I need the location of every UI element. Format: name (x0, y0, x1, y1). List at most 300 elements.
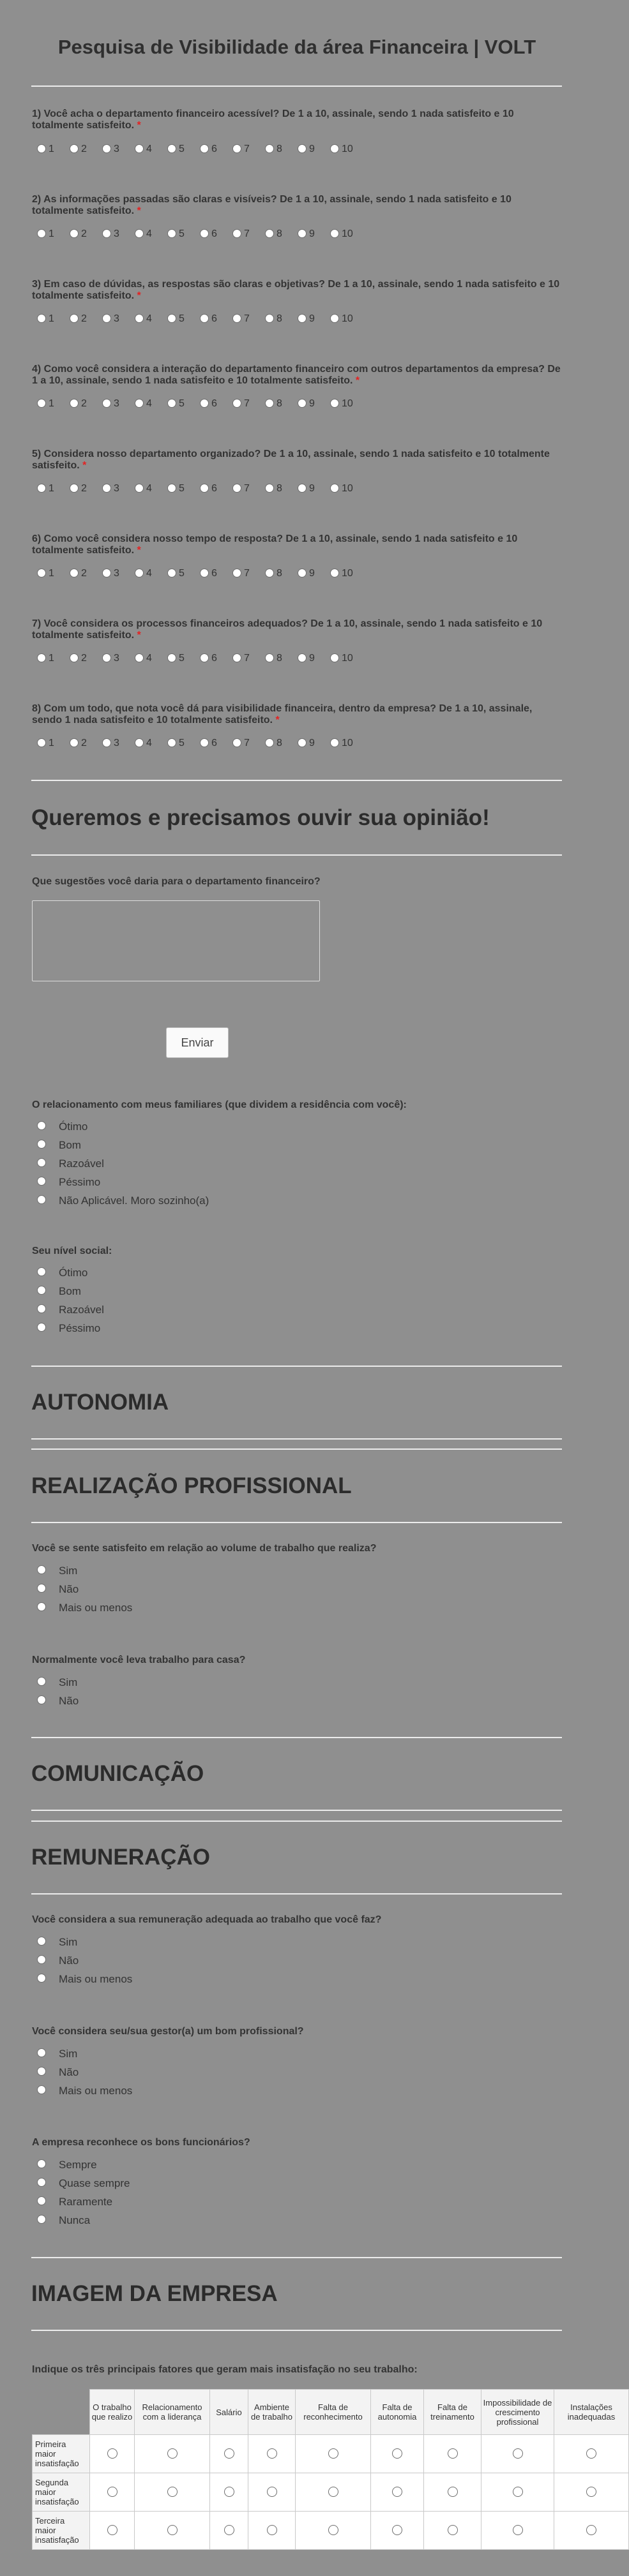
rating-label: 7 (244, 738, 250, 748)
required-asterisk: * (137, 205, 141, 216)
matrix-radio-button[interactable] (448, 2487, 458, 2497)
radio-button[interactable] (135, 314, 144, 323)
rating-label: 6 (211, 228, 217, 239)
radio-button[interactable] (200, 653, 209, 662)
matrix-radio-button[interactable] (328, 2487, 338, 2497)
question-text: 7) Você considera os processos financeiros adequados? De 1 a 10, assinale, sendo 1 nada satisfeito e 10 totalmente satisfeito. (32, 618, 543, 641)
radio-button[interactable] (135, 229, 144, 238)
radio-label: Mais ou menos (59, 2085, 133, 2097)
radio-button[interactable] (265, 569, 274, 577)
matrix-cell (481, 2512, 554, 2550)
matrix-radio-button[interactable] (513, 2487, 523, 2497)
radio-button[interactable] (167, 653, 176, 662)
rating-label: 7 (244, 144, 250, 154)
radio-button[interactable] (70, 229, 79, 238)
rating-label: 8 (277, 653, 282, 664)
radio-button[interactable] (37, 1974, 46, 1983)
section-comunicacao: COMUNICAÇÃO (31, 1761, 204, 1786)
radio-button[interactable] (330, 314, 339, 323)
question-text: 5) Considera nosso departamento organizado? De 1 a 10, assinale, sendo 1 nada satisfeito e 10 totalmente satisfeito. (32, 449, 550, 471)
rating-label: 4 (146, 398, 152, 409)
matrix-column-header: O trabalho que realizo (90, 2390, 135, 2435)
divider (31, 1810, 562, 1811)
rating-label: 5 (179, 228, 185, 239)
radio-button[interactable] (330, 229, 339, 238)
radio-button[interactable] (70, 569, 79, 577)
matrix-row (33, 2512, 629, 2550)
manager-question: Você considera seu/sua gestor(a) um bom profissional? (32, 2026, 304, 2037)
radio-button[interactable] (37, 1177, 46, 1186)
radio-button[interactable] (70, 653, 79, 662)
rating-label: 2 (81, 313, 87, 324)
question-text: 4) Como você considera a interação do departamento financeiro com outros departamentos da empresa? De 1 a 10, assinale, sendo 1 nada satisfeito e 10 totalmente satisfeito. (32, 364, 561, 386)
matrix-cell (248, 2512, 296, 2550)
radio-label: Ótimo (59, 1267, 88, 1279)
section-realizacao-profissional: REALIZAÇÃO PROFISSIONAL (31, 1473, 352, 1498)
required-asterisk: * (137, 545, 141, 556)
radio-button[interactable] (298, 229, 307, 238)
family-question: O relacionamento com meus familiares (que dividem a residência com você): (32, 1099, 407, 1110)
matrix-radio-button[interactable] (107, 2525, 117, 2535)
radio-button[interactable] (37, 1267, 46, 1276)
radio-button[interactable] (232, 569, 241, 577)
matrix-radio-button[interactable] (448, 2525, 458, 2535)
rating-label: 7 (244, 483, 250, 494)
radio-button[interactable] (167, 229, 176, 238)
radio-button[interactable] (70, 144, 79, 153)
radio-label: Nunca (59, 2214, 91, 2226)
homework-question: Normalmente você leva trabalho para casa? (32, 1655, 246, 1665)
radio-button[interactable] (37, 314, 46, 323)
radio-button[interactable] (135, 144, 144, 153)
rating-label: 2 (81, 483, 87, 494)
matrix-radio-button[interactable] (328, 2525, 338, 2535)
matrix-radio-button[interactable] (392, 2525, 402, 2535)
dissatisfaction-matrix (32, 2389, 616, 2556)
radio-label: Quase sempre (59, 2177, 130, 2189)
rating-label: 2 (81, 568, 87, 579)
radio-button[interactable] (200, 738, 209, 747)
radio-label: Péssimo (59, 1322, 101, 1334)
radio-label: Péssimo (59, 1176, 101, 1188)
matrix-radio-button[interactable] (448, 2448, 458, 2459)
radio-button[interactable] (330, 399, 339, 408)
rating-label: 6 (211, 483, 217, 494)
matrix-cell (481, 2473, 554, 2512)
matrix-cell (371, 2473, 424, 2512)
rating-label: 7 (244, 398, 250, 409)
radio-button[interactable] (37, 229, 46, 238)
radio-button[interactable] (330, 653, 339, 662)
rating-label: 2 (81, 653, 87, 664)
radio-button[interactable] (200, 569, 209, 577)
radio-label: Sim (59, 1676, 78, 1688)
matrix-cell (424, 2473, 481, 2512)
radio-button[interactable] (37, 1695, 46, 1704)
radio-button[interactable] (135, 738, 144, 747)
radio-button[interactable] (265, 653, 274, 662)
radio-button[interactable] (167, 144, 176, 153)
rating-label: 7 (244, 228, 250, 239)
rating-label: 8 (277, 144, 282, 154)
divider (31, 1448, 562, 1450)
radio-button[interactable] (37, 2067, 46, 2076)
radio-button[interactable] (37, 738, 46, 747)
radio-label: Não (59, 1695, 79, 1707)
radio-button[interactable] (37, 2159, 46, 2168)
matrix-cell (371, 2512, 424, 2550)
matrix-column-header: Instalações inadequadas (554, 2390, 629, 2435)
rating-label: 10 (342, 483, 353, 494)
radio-button[interactable] (37, 1286, 46, 1295)
rating-label: 6 (211, 313, 217, 324)
radio-button[interactable] (70, 399, 79, 408)
question-text: 1) Você acha o departamento financeiro acessível? De 1 a 10, assinale, sendo 1 nada satisfeito e 10 totalmente satisfeito. (32, 108, 514, 131)
rating-label: 3 (114, 228, 119, 239)
recognition-question: A empresa reconhece os bons funcionários? (32, 2137, 250, 2148)
radio-button[interactable] (298, 653, 307, 662)
matrix-radio-button[interactable] (267, 2487, 277, 2497)
radio-button[interactable] (37, 1565, 46, 1574)
radio-button[interactable] (298, 399, 307, 408)
rating-label: 8 (277, 738, 282, 748)
matrix-radio-button[interactable] (267, 2448, 277, 2459)
matrix-radio-button[interactable] (513, 2525, 523, 2535)
radio-button[interactable] (167, 484, 176, 493)
matrix-column-header: Relacionamento com a liderança (135, 2390, 210, 2435)
matrix-row-header: Primeira maior insatisfação (33, 2435, 90, 2473)
matrix-cell (210, 2512, 248, 2550)
rating-label: 1 (49, 483, 54, 494)
matrix-radio-button[interactable] (267, 2525, 277, 2535)
matrix-row (33, 2473, 629, 2512)
radio-button[interactable] (200, 484, 209, 493)
radio-button[interactable] (37, 399, 46, 408)
required-asterisk: * (275, 715, 280, 726)
radio-button[interactable] (265, 314, 274, 323)
radio-button[interactable] (232, 314, 241, 323)
rating-label: 9 (309, 313, 315, 324)
workload-question: Você se sente satisfeito em relação ao volume de trabalho que realiza? (32, 1543, 377, 1554)
radio-button[interactable] (200, 314, 209, 323)
radio-button[interactable] (102, 653, 111, 662)
rating-label: 10 (342, 313, 353, 324)
matrix-corner (33, 2390, 90, 2435)
rating-question-7 (32, 618, 562, 641)
matrix-radio-button[interactable] (392, 2487, 402, 2497)
rating-question-5 (32, 449, 562, 472)
rating-label: 9 (309, 144, 315, 154)
rating-label: 5 (179, 483, 185, 494)
radio-button[interactable] (102, 144, 111, 153)
radio-button[interactable] (37, 653, 46, 662)
radio-button[interactable] (167, 569, 176, 577)
radio-label: Sim (59, 2048, 78, 2060)
divider (31, 1522, 562, 1523)
question-text: 2) As informações passadas são claras e visíveis? De 1 a 10, assinale, sendo 1 nada satisfeito e 10 totalmente satisfeito. (32, 194, 512, 216)
radio-button[interactable] (232, 399, 241, 408)
radio-button[interactable] (330, 484, 339, 493)
radio-button[interactable] (37, 1677, 46, 1686)
radio-button[interactable] (167, 738, 176, 747)
radio-button[interactable] (70, 738, 79, 747)
rating-question-2 (32, 194, 562, 217)
matrix-cell (554, 2435, 629, 2473)
matrix-cell (210, 2473, 248, 2512)
rating-label: 5 (179, 313, 185, 324)
radio-button[interactable] (102, 738, 111, 747)
radio-button[interactable] (37, 569, 46, 577)
question-text: 8) Com um todo, que nota você dá para visibilidade financeira, dentro da empresa? De 1 a 10, assinale, sendo 1 nada satisfeito e 10 totalmente satisfeito. (32, 703, 533, 726)
rating-label: 4 (146, 228, 152, 239)
radio-button[interactable] (232, 738, 241, 747)
radio-button[interactable] (37, 1121, 46, 1130)
divider (31, 1820, 562, 1822)
rating-label: 7 (244, 568, 250, 579)
matrix-radio-button[interactable] (513, 2448, 523, 2459)
radio-label: Mais ou menos (59, 1602, 133, 1614)
matrix-row (33, 2435, 629, 2473)
rating-label: 1 (49, 738, 54, 748)
rating-label: 2 (81, 398, 87, 409)
matrix-cell (135, 2512, 210, 2550)
radio-button[interactable] (298, 569, 307, 577)
radio-button[interactable] (330, 738, 339, 747)
divider (31, 1438, 562, 1440)
rating-label: 3 (114, 144, 119, 154)
matrix-radio-button[interactable] (167, 2487, 178, 2497)
question-text: 6) Como você considera nosso tempo de resposta? De 1 a 10, assinale, sendo 1 nada satisfeito e 10 totalmente satisfeito. (32, 533, 518, 556)
rating-label: 4 (146, 313, 152, 324)
rating-label: 8 (277, 228, 282, 239)
rating-label: 10 (342, 228, 353, 239)
radio-button[interactable] (37, 2215, 46, 2224)
matrix-cell (296, 2435, 371, 2473)
radio-button[interactable] (232, 484, 241, 493)
rating-label: 6 (211, 144, 217, 154)
rating-question-4 (32, 364, 562, 387)
radio-label: Bom (59, 1285, 81, 1297)
radio-button[interactable] (37, 1304, 46, 1313)
rating-label: 1 (49, 653, 54, 664)
radio-button[interactable] (265, 484, 274, 493)
matrix-radio-button[interactable] (586, 2487, 596, 2497)
radio-button[interactable] (265, 229, 274, 238)
radio-button[interactable] (298, 314, 307, 323)
matrix-radio-button[interactable] (167, 2448, 178, 2459)
divider (31, 2330, 562, 2331)
matrix-cell (296, 2473, 371, 2512)
rating-question-1 (32, 108, 562, 131)
radio-button[interactable] (232, 653, 241, 662)
radio-label: Ótimo (59, 1120, 88, 1133)
matrix-radio-button[interactable] (328, 2448, 338, 2459)
radio-button[interactable] (102, 569, 111, 577)
rating-label: 9 (309, 228, 315, 239)
radio-label: Razoável (59, 1304, 104, 1316)
radio-label: Sempre (59, 2159, 97, 2171)
rating-label: 5 (179, 144, 185, 154)
rating-label: 3 (114, 653, 119, 664)
rating-label: 6 (211, 653, 217, 664)
radio-button[interactable] (298, 738, 307, 747)
radio-button[interactable] (37, 1195, 46, 1204)
matrix-column-header: Salário (210, 2390, 248, 2435)
rating-label: 4 (146, 483, 152, 494)
matrix-question: Indique os três principais fatores que geram mais insatisfação no seu trabalho: (32, 2364, 418, 2375)
radio-button[interactable] (200, 399, 209, 408)
radio-button[interactable] (70, 314, 79, 323)
rating-label: 4 (146, 653, 152, 664)
rating-label: 1 (49, 228, 54, 239)
radio-button[interactable] (37, 1602, 46, 1611)
radio-button[interactable] (37, 1323, 46, 1332)
radio-button[interactable] (330, 144, 339, 153)
suggestions-textarea[interactable] (32, 900, 320, 981)
rating-label: 10 (342, 398, 353, 409)
radio-button[interactable] (37, 484, 46, 493)
matrix-radio-button[interactable] (107, 2448, 117, 2459)
matrix-cell (210, 2435, 248, 2473)
question-text: 3) Em caso de dúvidas, as respostas são claras e objetivas? De 1 a 10, assinale, sendo 1 nada satisfeito e 10 totalmente satisfeito. (32, 279, 560, 301)
radio-button[interactable] (37, 1140, 46, 1149)
matrix-row-header: Segunda maior insatisfação (33, 2473, 90, 2512)
radio-button[interactable] (70, 484, 79, 493)
matrix-cell (554, 2473, 629, 2512)
radio-label: Bom (59, 1139, 81, 1151)
rating-label: 5 (179, 653, 185, 664)
radio-button[interactable] (200, 144, 209, 153)
required-asterisk: * (82, 460, 87, 471)
divider (31, 86, 562, 87)
rating-label: 7 (244, 313, 250, 324)
matrix-cell (248, 2473, 296, 2512)
matrix-cell (90, 2473, 135, 2512)
divider (31, 780, 562, 781)
required-asterisk: * (137, 630, 141, 641)
rating-label: 9 (309, 738, 315, 748)
matrix-column-header: Falta de treinamento (424, 2390, 481, 2435)
radio-button[interactable] (102, 229, 111, 238)
required-asterisk: * (137, 290, 141, 301)
rating-label: 5 (179, 398, 185, 409)
rating-question-8 (32, 703, 562, 726)
radio-label: Não (59, 1583, 79, 1595)
matrix-radio-button[interactable] (107, 2487, 117, 2497)
radio-label: Raramente (59, 2196, 113, 2208)
radio-button[interactable] (37, 1584, 46, 1593)
matrix-radio-button[interactable] (586, 2448, 596, 2459)
rating-label: 3 (114, 568, 119, 579)
rating-label: 2 (81, 738, 87, 748)
radio-button[interactable] (102, 399, 111, 408)
radio-button[interactable] (135, 653, 144, 662)
radio-button[interactable] (37, 2178, 46, 2187)
radio-button[interactable] (330, 569, 339, 577)
radio-button[interactable] (37, 144, 46, 153)
radio-button[interactable] (167, 399, 176, 408)
rating-question-6 (32, 533, 562, 556)
submit-button[interactable]: Enviar (166, 1027, 229, 1058)
matrix-radio-button[interactable] (224, 2525, 234, 2535)
rating-label: 1 (49, 568, 54, 579)
radio-button[interactable] (265, 144, 274, 153)
matrix-radio-button[interactable] (224, 2487, 234, 2497)
rating-label: 10 (342, 653, 353, 664)
radio-button[interactable] (200, 229, 209, 238)
radio-label: Razoável (59, 1158, 104, 1170)
radio-button[interactable] (102, 314, 111, 323)
matrix-radio-button[interactable] (224, 2448, 234, 2459)
rating-label: 2 (81, 144, 87, 154)
rating-label: 6 (211, 568, 217, 579)
radio-label: Sim (59, 1565, 78, 1577)
divider (31, 854, 562, 856)
matrix-cell (371, 2435, 424, 2473)
rating-label: 5 (179, 738, 185, 748)
social-question: Seu nível social: (32, 1246, 112, 1256)
radio-button[interactable] (135, 569, 144, 577)
radio-button[interactable] (298, 144, 307, 153)
radio-button[interactable] (37, 1955, 46, 1964)
matrix-cell (135, 2435, 210, 2473)
rating-label: 10 (342, 568, 353, 579)
radio-button[interactable] (167, 314, 176, 323)
radio-button[interactable] (37, 1937, 46, 1946)
matrix-column-header: Falta de reconhecimento (296, 2390, 371, 2435)
suggestions-question: Que sugestões você daria para o departamento financeiro? (32, 876, 321, 887)
rating-label: 1 (49, 398, 54, 409)
divider (31, 1893, 562, 1895)
radio-button[interactable] (232, 144, 241, 153)
matrix-cell (296, 2512, 371, 2550)
matrix-radio-button[interactable] (586, 2525, 596, 2535)
matrix-radio-button[interactable] (167, 2525, 178, 2535)
rating-label: 7 (244, 653, 250, 664)
radio-button[interactable] (37, 1158, 46, 1167)
matrix-cell (248, 2435, 296, 2473)
radio-button[interactable] (135, 399, 144, 408)
radio-label: Sim (59, 1936, 78, 1948)
radio-button[interactable] (37, 2085, 46, 2094)
radio-button[interactable] (298, 484, 307, 493)
rating-label: 8 (277, 313, 282, 324)
radio-button[interactable] (135, 484, 144, 493)
rating-label: 3 (114, 398, 119, 409)
radio-button[interactable] (37, 2196, 46, 2205)
radio-button[interactable] (232, 229, 241, 238)
section-imagem-da-empresa: IMAGEM DA EMPRESA (31, 2281, 278, 2306)
rating-label: 3 (114, 483, 119, 494)
radio-label: Não (59, 2066, 79, 2078)
rating-label: 2 (81, 228, 87, 239)
radio-button[interactable] (37, 2048, 46, 2057)
radio-button[interactable] (265, 399, 274, 408)
rating-label: 5 (179, 568, 185, 579)
section-remuneracao: REMUNERAÇÃO (31, 1845, 210, 1870)
radio-button[interactable] (102, 484, 111, 493)
radio-button[interactable] (265, 738, 274, 747)
divider (31, 1366, 562, 1367)
rating-label: 10 (342, 738, 353, 748)
rating-label: 9 (309, 398, 315, 409)
matrix-radio-button[interactable] (392, 2448, 402, 2459)
rating-label: 6 (211, 398, 217, 409)
rating-label: 3 (114, 313, 119, 324)
matrix-column-header: Impossibilidade de crescimento profissional (481, 2390, 554, 2435)
rating-label: 10 (342, 144, 353, 154)
pay-question: Você considera a sua remuneração adequada ao trabalho que você faz? (32, 1914, 382, 1925)
